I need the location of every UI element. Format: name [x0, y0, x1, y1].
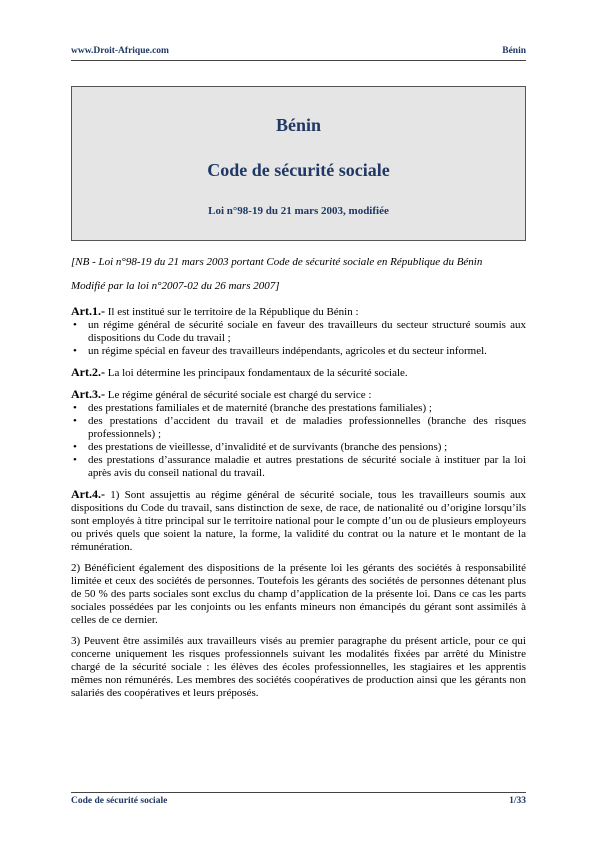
- article-list: [71, 402, 526, 480]
- article-label: Art.3.-: [71, 387, 105, 401]
- list-item: • des prestations familiales et de maternité (branche des prestations familiales) ;: [71, 402, 526, 415]
- footer-title: Code de sécurité sociale: [71, 796, 168, 806]
- article-paragraph: 2) Bénéficient également des dispositions de la présente loi les gérants des sociétés à responsabilité limitée et ceux des sociétés de personnes. Toutefois les gérants des sociétés de personnes détenant plus de 50 % des parts sociales sont exclus du champ d’application de la présente loi. Dans ce cas les parts sociales possédées par les conjoints ou les enfants mineurs non émancipés du gérant sont assimilés à celles de ce dernier.: [71, 562, 526, 626]
- document-body: [71, 305, 526, 708]
- article-label: Art.4.-: [71, 487, 105, 501]
- header-divider: [71, 60, 526, 61]
- article-label: Art.1.-: [71, 304, 105, 318]
- article-text: Le régime général de sécurité sociale est chargé du service :: [104, 389, 372, 401]
- article-2: [71, 366, 526, 380]
- footer-divider: [71, 792, 526, 793]
- header-country: Bénin: [502, 46, 526, 56]
- article-3: [71, 388, 526, 480]
- title-country: Bénin: [275, 115, 322, 135]
- article-text: La loi détermine les principaux fondamentaux de la sécurité sociale.: [104, 367, 408, 379]
- article-text: Il est institué sur le territoire de la République du Bénin :: [104, 306, 359, 318]
- site-link[interactable]: www.Droit-Afrique.com: [71, 46, 169, 56]
- page-number: 1/33: [509, 796, 526, 806]
- document-title: Code de sécurité sociale: [207, 160, 390, 180]
- list-item: • des prestations d’accident du travail et de maladies professionnelles (branche des risques professionnels) ;: [71, 415, 526, 441]
- note-line-1: [NB - Loi n°98-19 du 21 mars 2003 portant Code de sécurité sociale en République du Bénin: [71, 256, 483, 268]
- title-box: [71, 86, 526, 241]
- article-paragraph: 3) Peuvent être assimilés aux travailleurs visés au premier paragraphe du présent article, pour ce qui concerne uniquement les risques professionnels suivant les modalités fixées par arrêté du Ministre chargé de la sécurité sociale : les élèves des écoles professionnelles, les stagiaires et les apprentis mêmes non rémunérés. Les membres des sociétés coopératives de production ainsi que les gérants non salariés des coopératives et leurs préposés.: [71, 635, 526, 699]
- list-item: • un régime général de sécurité sociale en faveur des travailleurs du secteur structuré soumis aux dispositions du Code du travail ;: [71, 319, 526, 345]
- article-1: [71, 305, 526, 358]
- article-list: [71, 319, 526, 358]
- article-paragraph: 1) Sont assujettis au régime général de sécurité sociale, tous les travailleurs soumis aux dispositions du Code du travail, sans distinction de sexe, de race, de nationalité ou d’origine lorsqu’ils sont employés à titre principal sur le territoire national pour le compte d’un ou de plusieurs employeurs ou privés quels que soient la nature, la forme, la validité du contrat ou la nature et le montant de la rémunération.: [71, 489, 526, 553]
- list-item: • des prestations d’assurance maladie et autres prestations de sécurité sociale à instituer par la loi après avis du conseil national du travail.: [71, 454, 526, 480]
- list-item: • un régime spécial en faveur des travailleurs indépendants, agricoles et du secteur informel.: [71, 345, 526, 358]
- law-reference: Loi n°98-19 du 21 mars 2003, modifiée: [208, 205, 389, 217]
- note-line-2: Modifié par la loi n°2007-02 du 26 mars 2007]: [71, 280, 280, 292]
- page-header: [71, 46, 526, 60]
- article-4: [71, 488, 526, 700]
- page-footer: [71, 796, 526, 810]
- list-item: • des prestations de vieillesse, d’invalidité et de survivants (branche des pensions) ;: [71, 441, 526, 454]
- article-label: Art.2.-: [71, 365, 105, 379]
